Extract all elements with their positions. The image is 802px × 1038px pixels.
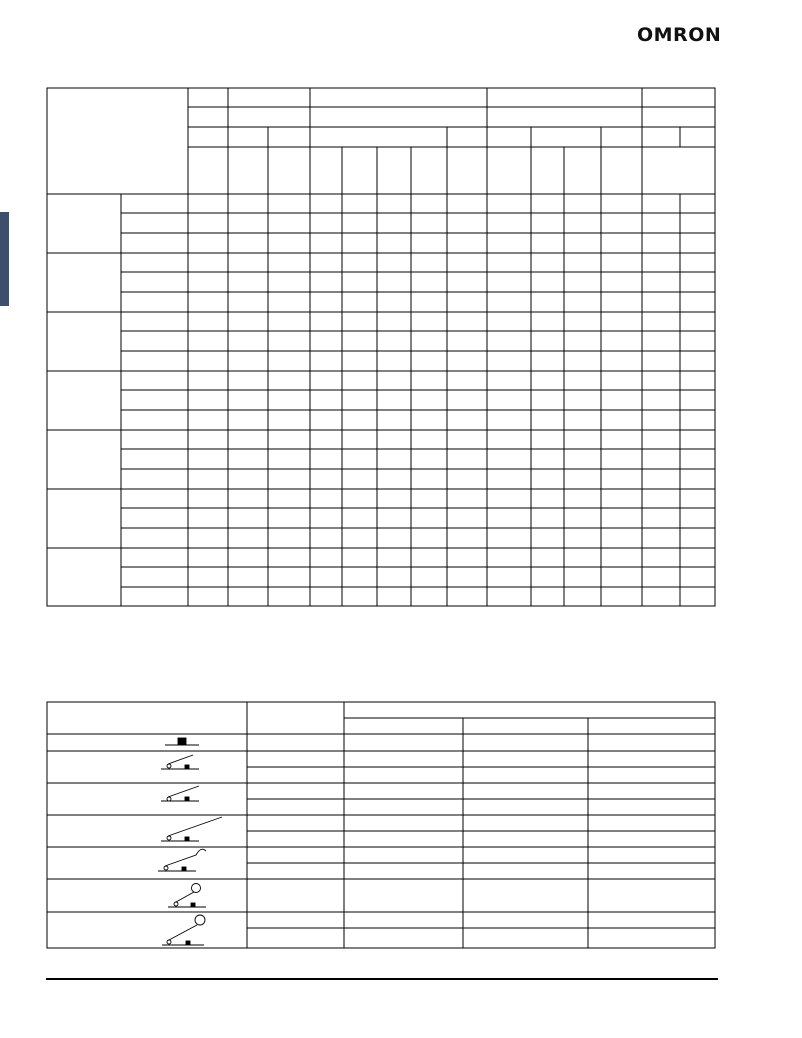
actuator-sketches: [158, 738, 222, 945]
table2-vertical-rules: [247, 702, 588, 948]
table2-horizontal-rules: [47, 718, 715, 928]
long-lever-icon: [161, 817, 222, 841]
table1-horizontal-rules: [47, 107, 715, 587]
spec-table-1: [47, 88, 715, 606]
table2-border: [47, 702, 715, 948]
plunger-icon: [165, 738, 199, 745]
long-roller-lever-icon: [162, 915, 205, 945]
roller-lever-icon: [168, 884, 206, 908]
lever-icon: [161, 755, 199, 769]
spec-table-2: [47, 702, 715, 948]
footer-rule: [46, 978, 718, 980]
omron-logo: OMRON: [637, 24, 722, 46]
simulated-roller-lever-icon: [158, 849, 206, 871]
hinge-lever-icon: [161, 786, 199, 801]
